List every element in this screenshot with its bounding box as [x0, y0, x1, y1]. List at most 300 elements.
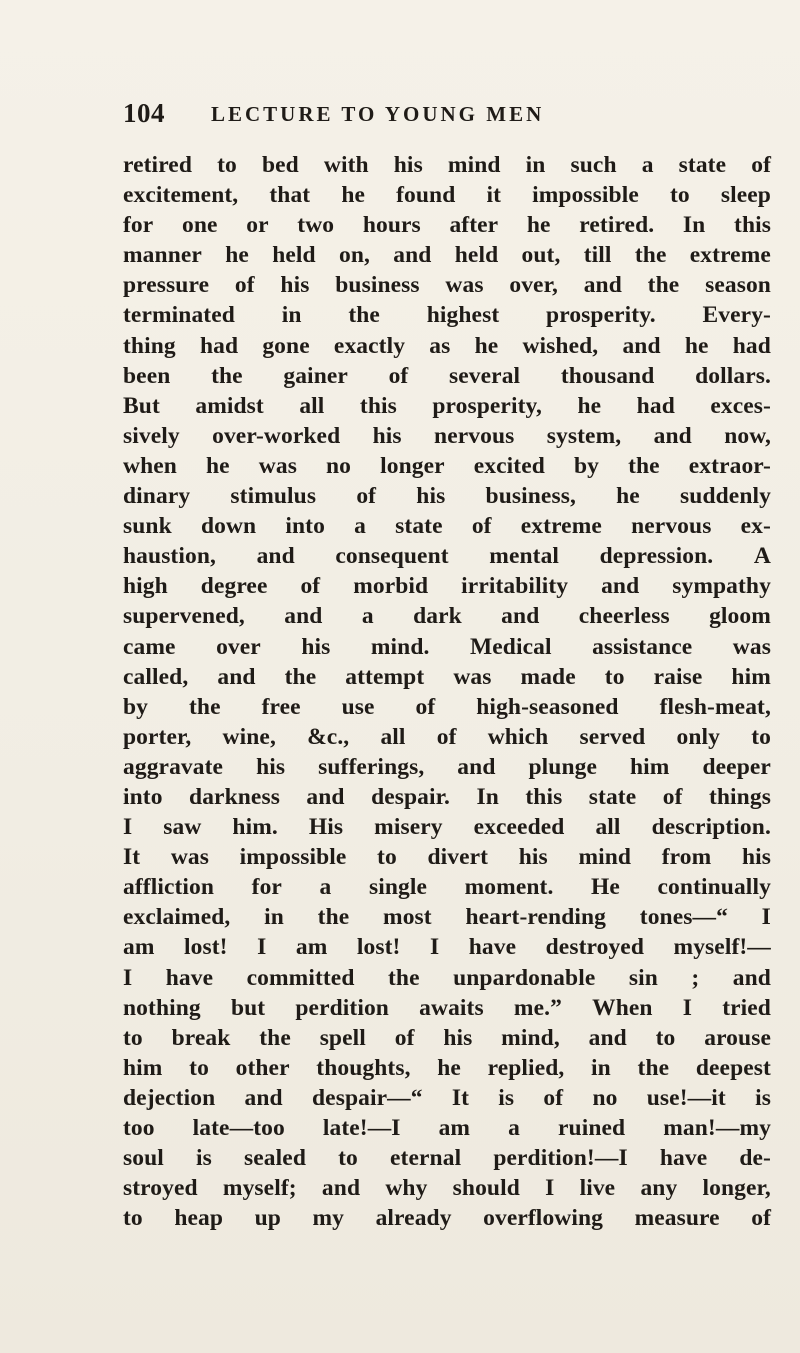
word: affliction — [123, 874, 215, 901]
word: up — [254, 1205, 281, 1232]
word: made — [520, 663, 576, 690]
word: a — [361, 603, 374, 630]
word: he — [474, 332, 499, 359]
word: high — [123, 573, 168, 600]
word: When — [592, 994, 653, 1021]
word: or — [246, 212, 269, 239]
word: break — [171, 1024, 231, 1051]
word: the — [628, 452, 660, 479]
word: dejection — [123, 1084, 216, 1111]
word: and — [321, 1175, 361, 1202]
text-line — [123, 963, 771, 993]
word: his — [443, 1024, 473, 1051]
word: business — [335, 272, 420, 299]
word: the — [637, 1054, 670, 1081]
text-line — [123, 451, 771, 481]
word: thousand — [560, 362, 655, 389]
word: ruined — [558, 1115, 626, 1141]
word: from — [661, 844, 712, 871]
word: consequent — [335, 543, 449, 570]
word: other — [235, 1054, 290, 1081]
text-line — [123, 872, 771, 902]
word: myself; — [222, 1175, 297, 1202]
word: on, — [338, 242, 370, 269]
word: continually — [657, 874, 771, 901]
word: amidst — [195, 392, 264, 419]
word: into — [285, 513, 325, 540]
word: and — [732, 964, 771, 991]
word: was — [732, 633, 771, 660]
word: and — [284, 603, 323, 630]
text-line — [123, 391, 771, 421]
word: use — [341, 693, 375, 720]
word: degree — [200, 573, 268, 600]
word: sleep — [720, 182, 771, 209]
word: of — [662, 783, 683, 810]
word: saw — [163, 814, 202, 841]
word: any — [640, 1175, 678, 1202]
word: suddenly — [680, 483, 771, 510]
word: things — [708, 783, 771, 810]
word: him — [731, 663, 771, 690]
word: all — [380, 723, 406, 750]
word: was — [170, 844, 209, 871]
word: lost! — [356, 934, 401, 961]
text-line — [123, 421, 771, 451]
word: heart-rending — [465, 904, 607, 931]
word: darkness — [189, 783, 280, 810]
word: the — [348, 302, 380, 329]
word: sympathy — [672, 573, 771, 600]
word: use!—it — [646, 1084, 726, 1111]
word: I — [682, 994, 693, 1021]
word: to — [123, 1024, 143, 1051]
word: tried — [722, 994, 771, 1021]
word: of — [415, 693, 436, 720]
word: of — [543, 1084, 564, 1111]
word: when — [123, 452, 177, 479]
word: to — [189, 1054, 209, 1081]
word: despair—“ — [312, 1084, 423, 1111]
word: thing — [123, 332, 176, 359]
word: longer — [380, 452, 445, 479]
word: a — [319, 874, 332, 901]
word: mental — [489, 543, 560, 570]
word: his — [518, 844, 548, 871]
word: Every- — [702, 302, 771, 329]
word: should — [452, 1175, 520, 1202]
word: the — [259, 1024, 291, 1051]
word: to — [377, 844, 397, 871]
word: and — [583, 272, 622, 299]
running-title: LECTURE TO YOUNG MEN — [211, 102, 545, 126]
word: committed — [246, 964, 355, 991]
text-line — [123, 1083, 771, 1113]
word: and — [653, 422, 692, 449]
word: supervened, — [123, 603, 245, 630]
word: haustion, — [123, 543, 216, 570]
word: morbid — [353, 573, 429, 600]
word: &c., — [307, 723, 350, 750]
word: and — [622, 332, 661, 359]
running-head — [123, 98, 738, 138]
word: this — [359, 392, 397, 419]
word: most — [383, 904, 432, 931]
word: and — [256, 543, 295, 570]
word: to — [655, 1024, 676, 1051]
word: porter, — [123, 723, 192, 750]
word: the — [647, 272, 680, 299]
word: cheerless — [578, 603, 670, 630]
word: Medical — [469, 633, 552, 660]
word: depression. — [599, 543, 714, 570]
word: In — [682, 212, 706, 239]
word: extreme — [520, 513, 602, 540]
word: but — [230, 994, 266, 1021]
text-line — [123, 300, 771, 330]
word: that — [269, 182, 311, 209]
word: deeper — [702, 753, 771, 780]
word: the — [188, 693, 221, 720]
word: held — [272, 242, 316, 269]
word: was — [453, 663, 492, 690]
word: pressure — [123, 272, 210, 299]
word: description. — [651, 814, 771, 841]
word: mind — [578, 844, 632, 871]
word: to — [604, 663, 625, 690]
body-text — [123, 150, 771, 1233]
word: of — [751, 1205, 771, 1232]
word: business, — [485, 483, 576, 510]
word: mind, — [501, 1024, 560, 1051]
word: which — [487, 723, 549, 750]
word: soul — [123, 1145, 164, 1172]
word: stimulus — [230, 483, 317, 510]
word: extreme — [689, 242, 771, 269]
word: out, — [521, 242, 561, 269]
word: arouse — [704, 1024, 771, 1051]
word: held — [454, 242, 499, 269]
word: one — [181, 212, 218, 239]
word: sin — [628, 964, 658, 991]
word: stroyed — [123, 1175, 198, 1202]
text-line — [123, 150, 771, 180]
word: down — [200, 513, 257, 540]
word: I — [761, 904, 771, 931]
text-line — [123, 1173, 771, 1203]
word: in — [264, 904, 284, 931]
word: all — [299, 392, 325, 419]
text-line — [123, 782, 771, 812]
word: till — [583, 242, 612, 269]
word: and — [457, 753, 496, 780]
word: is — [755, 1084, 771, 1111]
word: why — [385, 1175, 428, 1202]
word: de- — [739, 1145, 771, 1172]
word: his — [280, 272, 310, 299]
word: gloom — [709, 603, 771, 630]
word: too — [123, 1115, 155, 1141]
word: perdition!—I — [493, 1145, 628, 1172]
word: thoughts, — [316, 1054, 411, 1081]
word: his — [741, 844, 771, 871]
word: have — [468, 934, 517, 961]
word: His — [308, 814, 344, 841]
text-line — [123, 752, 771, 782]
word: was — [258, 452, 297, 479]
word: only — [676, 723, 721, 750]
word: a — [354, 513, 366, 540]
text-line — [123, 993, 771, 1023]
word: as — [429, 332, 451, 359]
word: him — [630, 753, 670, 780]
word: sufferings, — [318, 753, 425, 780]
word: been — [123, 362, 171, 389]
word: and — [244, 1084, 283, 1111]
word: is — [196, 1145, 212, 1172]
word: raise — [653, 663, 703, 690]
text-line — [123, 571, 771, 601]
word: gone — [262, 332, 310, 359]
word: he — [341, 182, 366, 209]
word: already — [375, 1205, 452, 1232]
word: called, — [123, 663, 189, 690]
word: such — [570, 152, 617, 178]
word: retired — [123, 152, 192, 178]
word: measure — [634, 1205, 720, 1232]
word: into — [123, 783, 163, 810]
word: of — [234, 272, 255, 299]
word: hours — [362, 212, 421, 239]
word: awaits — [419, 994, 484, 1021]
word: system, — [546, 422, 622, 449]
word: this — [525, 783, 563, 810]
word: several — [449, 362, 521, 389]
word: state — [395, 513, 443, 540]
word: of — [751, 152, 771, 178]
text-line — [123, 1113, 771, 1143]
word: over — [216, 633, 261, 660]
word: found — [396, 182, 456, 209]
word: of — [394, 1024, 415, 1051]
word: longer, — [702, 1175, 771, 1202]
word: and — [217, 663, 256, 690]
word: spell — [319, 1024, 366, 1051]
word: irritability — [461, 573, 569, 600]
word: exactly — [333, 332, 406, 359]
word: was — [445, 272, 484, 299]
word: served — [579, 723, 646, 750]
word: nervous — [631, 513, 712, 540]
word: wished, — [522, 332, 599, 359]
text-line — [123, 1143, 771, 1173]
word: live — [579, 1175, 616, 1202]
word: my — [312, 1205, 345, 1232]
word: deepest — [695, 1054, 771, 1081]
word: It — [451, 1084, 470, 1111]
word: late—too — [192, 1115, 285, 1141]
word: of — [356, 483, 377, 510]
word: retired. — [579, 212, 655, 239]
word: aggravate — [123, 753, 224, 780]
text-line — [123, 932, 771, 962]
word: am — [123, 934, 155, 961]
word: him. — [232, 814, 278, 841]
word: am — [438, 1115, 471, 1141]
word: I — [123, 964, 133, 991]
word: to — [217, 152, 237, 178]
word: in — [281, 302, 302, 329]
word: to — [338, 1145, 358, 1172]
word: It — [123, 844, 141, 871]
word: in — [591, 1054, 611, 1081]
word: had — [636, 392, 675, 419]
word: heap — [174, 1205, 224, 1232]
word: prosperity. — [546, 302, 656, 329]
word: mind — [447, 152, 501, 178]
word: had — [732, 332, 771, 359]
word: over, — [509, 272, 558, 299]
word: he — [526, 212, 551, 239]
word: now, — [724, 422, 771, 449]
word: and — [501, 603, 540, 630]
word: have — [165, 964, 214, 991]
word: destroyed — [545, 934, 645, 961]
word: gainer — [283, 362, 348, 389]
word: to — [123, 1205, 143, 1232]
word: tones—“ — [639, 904, 728, 931]
word: to — [751, 723, 771, 750]
word: season — [705, 272, 771, 299]
word: to — [669, 182, 690, 209]
text-line — [123, 1023, 771, 1053]
word: ex- — [740, 513, 771, 540]
word: and — [393, 242, 432, 269]
word: for — [251, 874, 282, 901]
word: after — [449, 212, 499, 239]
text-line — [123, 331, 771, 361]
word: and — [601, 573, 640, 600]
word: A — [753, 543, 771, 570]
word: of — [388, 362, 409, 389]
word: mind. — [370, 633, 430, 660]
word: attempt — [345, 663, 425, 690]
word: with — [323, 152, 369, 178]
word: dark — [413, 603, 462, 630]
word: I — [429, 934, 440, 961]
word: by — [123, 693, 149, 720]
word: I — [257, 934, 267, 961]
text-line — [123, 632, 771, 662]
word: of — [471, 513, 492, 540]
text-line — [123, 902, 771, 932]
word: the — [317, 904, 350, 931]
word: misery — [374, 814, 443, 841]
word: I — [123, 814, 133, 841]
word: he — [437, 1054, 461, 1081]
word: extraor- — [688, 452, 771, 479]
word: ; — [691, 964, 700, 991]
word: all — [595, 814, 621, 841]
text-line — [123, 692, 771, 722]
text-line — [123, 511, 771, 541]
word: myself!— — [673, 934, 771, 961]
word: In — [476, 783, 499, 810]
word: sealed — [244, 1145, 306, 1172]
text-line — [123, 541, 771, 571]
word: his — [393, 152, 423, 178]
word: the — [387, 964, 420, 991]
word: impossible — [532, 182, 639, 209]
word: dollars. — [695, 362, 771, 389]
word: perdition — [295, 994, 389, 1021]
text-line — [123, 270, 771, 300]
word: replied, — [487, 1054, 565, 1081]
word: he — [684, 332, 709, 359]
word: the — [284, 663, 317, 690]
text-line — [123, 812, 771, 842]
word: excited — [473, 452, 545, 479]
word: for — [123, 212, 154, 239]
word: excitement, — [123, 182, 239, 209]
word: state — [678, 152, 727, 178]
word: a — [641, 152, 654, 178]
word: despair. — [371, 783, 451, 810]
word: the — [211, 362, 243, 389]
word: he — [616, 483, 640, 510]
word: exceeded — [473, 814, 565, 841]
word: high-seasoned — [476, 693, 619, 720]
word: exclaimed, — [123, 904, 231, 931]
word: of — [300, 573, 321, 600]
word: dinary — [123, 483, 191, 510]
word: he — [225, 242, 249, 269]
word: impossible — [239, 844, 347, 871]
word: late!—I — [322, 1115, 401, 1141]
word: overflowing — [483, 1205, 604, 1232]
text-line — [123, 481, 771, 511]
word: him — [123, 1054, 163, 1081]
word: by — [573, 452, 599, 479]
word: sively — [123, 422, 180, 449]
text-line — [123, 240, 771, 270]
word: flesh-meat, — [659, 693, 771, 720]
word: no — [326, 452, 352, 479]
text-line — [123, 722, 771, 752]
word: exces- — [710, 392, 771, 419]
word: me.” — [513, 994, 562, 1021]
word: he — [206, 452, 230, 479]
word: came — [123, 633, 176, 660]
word: sunk — [123, 513, 172, 540]
word: it — [486, 182, 502, 209]
word: and — [588, 1024, 627, 1051]
text-line — [123, 1203, 771, 1233]
word: nothing — [123, 994, 201, 1021]
word: over-worked — [212, 422, 341, 449]
word: But — [123, 392, 160, 419]
word: is — [498, 1084, 515, 1111]
word: wine, — [222, 723, 276, 750]
word: highest — [426, 302, 500, 329]
word: moment. — [464, 874, 554, 901]
word: single — [368, 874, 428, 901]
word: He — [591, 874, 620, 901]
word: the — [634, 242, 667, 269]
word: bed — [261, 152, 299, 178]
text-line — [123, 842, 771, 872]
word: his — [416, 483, 446, 510]
